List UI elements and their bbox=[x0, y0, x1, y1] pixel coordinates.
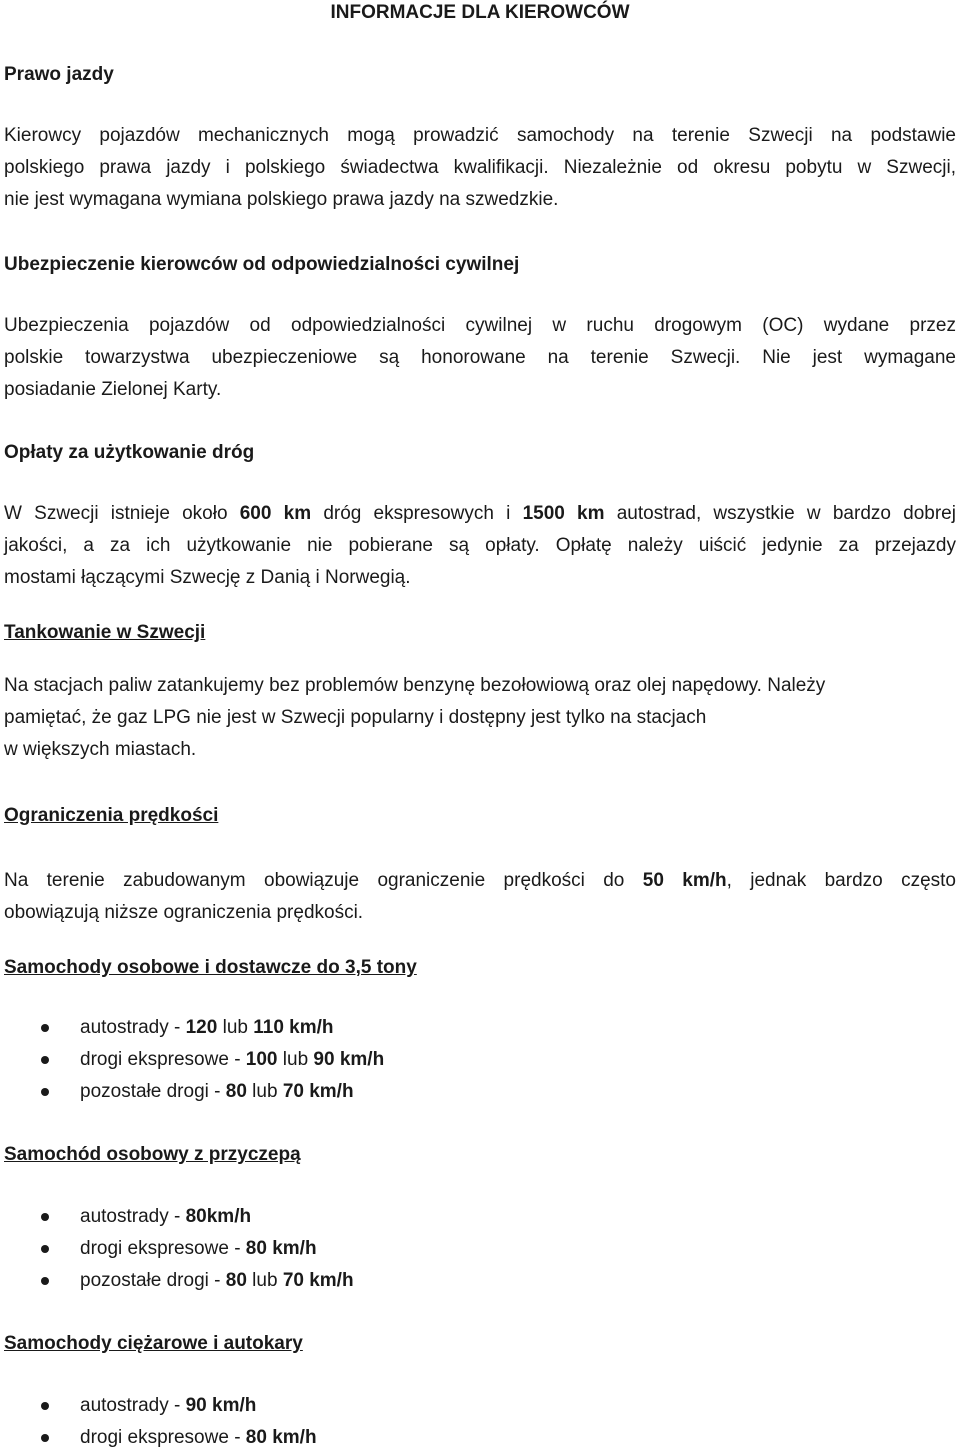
heading-speed: Ograniczenia prędkości bbox=[4, 805, 219, 826]
list-trucks bbox=[0, 1390, 960, 1454]
heading-cars: Samochody osobowe i dostawcze do 3,5 tony bbox=[4, 957, 417, 978]
list-item: drogi ekspresowe - 80 km/h bbox=[0, 1233, 960, 1265]
list-trailer bbox=[0, 1201, 960, 1297]
list-item: autostrady - 90 km/h bbox=[0, 1390, 960, 1422]
heading-trucks: Samochody ciężarowe i autokary bbox=[4, 1333, 303, 1354]
highlight-expressway-km: 600 km bbox=[239, 503, 312, 524]
highlight-motorway-km: 1500 km bbox=[522, 503, 605, 524]
bullet-icon bbox=[41, 1088, 49, 1096]
list-item: pozostałe drogi - 80 lub 70 km/h bbox=[0, 1076, 960, 1108]
paragraph-fuel-line-3: w większych miastach. bbox=[4, 739, 197, 760]
paragraph-tolls-line-3: mostami łączącymi Szwecję z Danią i Norwegią. bbox=[4, 567, 411, 588]
heading-fuel: Tankowanie w Szwecji bbox=[4, 622, 206, 643]
heading-license: Prawo jazdy bbox=[4, 64, 114, 85]
paragraph-speed-line-2: obowiązują niższe ograniczenia prędkości. bbox=[4, 902, 364, 923]
bullet-icon bbox=[41, 1245, 49, 1253]
heading-trailer: Samochód osobowy z przyczepą bbox=[4, 1144, 301, 1165]
page-title: INFORMACJE DLA KIEROWCÓW bbox=[330, 2, 630, 23]
bullet-icon bbox=[41, 1402, 49, 1410]
paragraph-insurance-line-3: posiadanie Zielonej Karty. bbox=[4, 379, 222, 400]
paragraph-insurance-line-1: Ubezpieczenia pojazdów od odpowiedzialności cywilnej w ruchu drogowym (OC) wydane przez bbox=[4, 315, 956, 336]
paragraph-license-line-2: polskiego prawa jazdy i polskiego świadectwa kwalifikacji. Niezależnie od okresu pobytu w Szwecji, bbox=[4, 157, 956, 178]
paragraph-fuel-line-1: Na stacjach paliw zatankujemy bez problemów benzynę bezołowiową oraz olej napędowy. Należy bbox=[4, 675, 826, 696]
paragraph-tolls-line-1: W Szwecji istnieje około 600 km dróg ekspresowych i 1500 km autostrad, wszystkie w bardzo dobrej bbox=[4, 503, 956, 524]
highlight-urban-limit: 50 km/h bbox=[642, 870, 727, 891]
bullet-icon bbox=[41, 1056, 49, 1064]
paragraph-insurance-line-2: polskie towarzystwa ubezpieczeniowe są honorowane na terenie Szwecji. Nie jest wymagane bbox=[4, 347, 956, 368]
list-cars bbox=[0, 1012, 960, 1108]
bullet-icon bbox=[41, 1434, 49, 1442]
heading-tolls: Opłaty za użytkowanie dróg bbox=[4, 442, 255, 463]
bullet-icon bbox=[41, 1213, 49, 1221]
paragraph-fuel-line-2: pamiętać, że gaz LPG nie jest w Szwecji popularny i dostępny jest tylko na stacjach bbox=[4, 707, 707, 728]
paragraph-license-line-3: nie jest wymagana wymiana polskiego prawa jazdy na szwedzkie. bbox=[4, 189, 559, 210]
list-item: pozostałe drogi - 80 lub 70 km/h bbox=[0, 1265, 960, 1297]
list-item: autostrady - 80km/h bbox=[0, 1201, 960, 1233]
list-item: drogi ekspresowe - 80 km/h bbox=[0, 1422, 960, 1454]
list-item: autostrady - 120 lub 110 km/h bbox=[0, 1012, 960, 1044]
bullet-icon bbox=[41, 1024, 49, 1032]
list-item: drogi ekspresowe - 100 lub 90 km/h bbox=[0, 1044, 960, 1076]
paragraph-license-line-1: Kierowcy pojazdów mechanicznych mogą prowadzić samochody na terenie Szwecji na podstawie bbox=[4, 125, 956, 146]
paragraph-speed-line-1: Na terenie zabudowanym obowiązuje ograniczenie prędkości do 50 km/h, jednak bardzo często bbox=[4, 870, 956, 891]
paragraph-tolls-line-2: jakości, a za ich użytkowanie nie pobierane są opłaty. Opłatę należy uiścić jedynie za przejazdy bbox=[4, 535, 956, 556]
heading-insurance: Ubezpieczenie kierowców od odpowiedzialności cywilnej bbox=[4, 254, 520, 275]
bullet-icon bbox=[41, 1277, 49, 1285]
